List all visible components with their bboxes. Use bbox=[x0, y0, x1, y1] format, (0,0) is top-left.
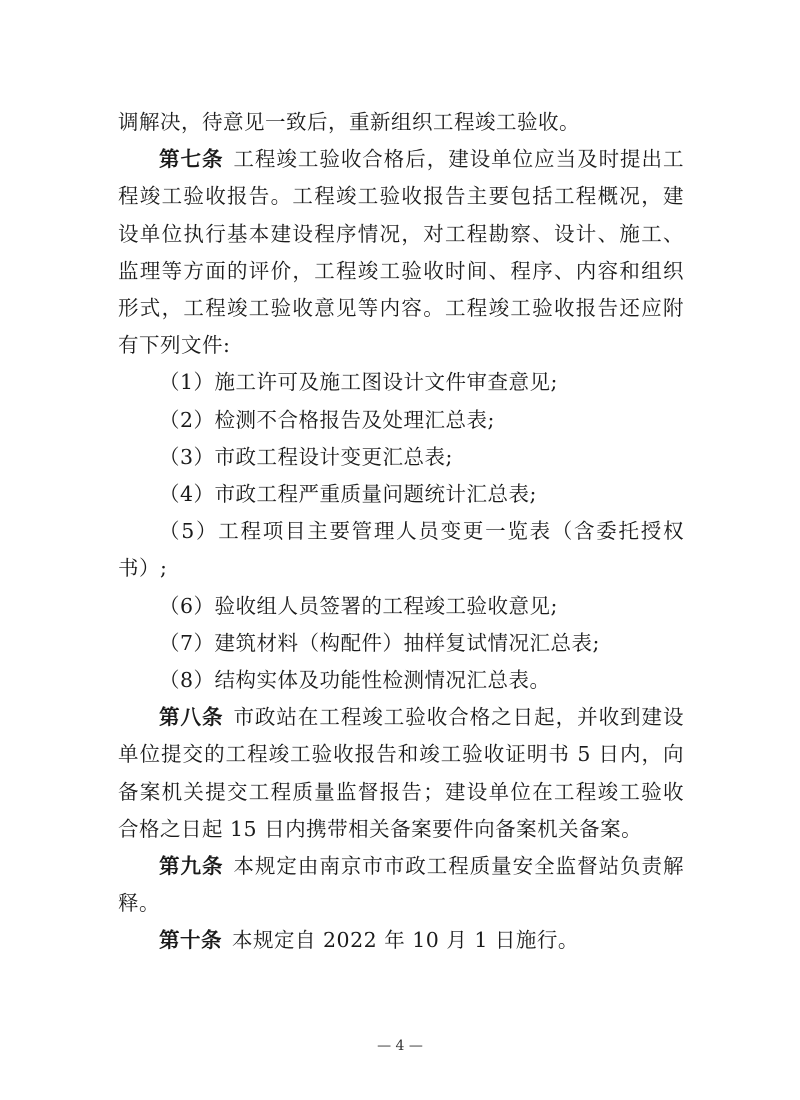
article-10-number: 第十条 bbox=[159, 928, 222, 953]
continuation-paragraph: 调解决，待意见一致后，重新组织工程竣工验收。 bbox=[118, 110, 580, 134]
article-8-paragraph bbox=[118, 699, 684, 848]
page-number: — 4 — bbox=[377, 1038, 423, 1054]
attachment-list-item-1: （1）施工许可及施工图设计文件审查意见; bbox=[159, 370, 558, 395]
article-7-number: 第七条 bbox=[159, 147, 224, 172]
attachment-list-item-4: （4）市政工程严重质量问题统计汇总表; bbox=[159, 482, 537, 507]
article-9-number: 第九条 bbox=[159, 854, 224, 879]
article-10-text: 本规定自 2022 年 10 月 1 日施行。 bbox=[232, 928, 579, 953]
attachment-list-item-3: （3）市政工程设计变更汇总表; bbox=[159, 444, 453, 469]
document-body bbox=[118, 104, 684, 960]
article-8-text: 市政站在工程竣工验收合格之日起，并收到建设单位提交的工程竣工验收报告和竣工验收证明书 5 日内，向备案机关提交工程质量监督报告；建设单位在工程竣工验收合格之日起 15 日内携带相关备案要件向备案机关备案。 bbox=[118, 705, 685, 841]
article-7-text: 工程竣工验收合格后，建设单位应当及时提出工程竣工验收报告。工程竣工验收报告主要包括工程概况，建设单位执行基本建设程序情况，对工程勘察、设计、施工、监理等方面的评价，工程竣工验收时间、程序、内容和组织形式，工程竣工验收意见等内容。工程竣工验收报告还应附有下列文件: bbox=[118, 147, 685, 358]
attachment-list-item-7: （7）建筑材料（构配件）抽样复试情况汇总表; bbox=[159, 630, 600, 655]
article-8-number: 第八条 bbox=[159, 705, 224, 730]
attachment-list-item-6: （6）验收组人员签署的工程竣工验收意见; bbox=[159, 593, 558, 618]
article-9-paragraph bbox=[118, 848, 684, 922]
article-7-paragraph bbox=[118, 141, 684, 364]
attachment-list-item-5: （5）工程项目主要管理人员变更一览表（含委托授权书）; bbox=[118, 519, 684, 581]
article-10-paragraph bbox=[118, 922, 684, 959]
attachment-list-item-8: （8）结构实体及功能性检测情况汇总表。 bbox=[159, 668, 551, 693]
article-9-text: 本规定由南京市市政工程质量安全监督站负责解释。 bbox=[118, 854, 685, 916]
attachment-list-item-2: （2）检测不合格报告及处理汇总表; bbox=[159, 407, 495, 432]
